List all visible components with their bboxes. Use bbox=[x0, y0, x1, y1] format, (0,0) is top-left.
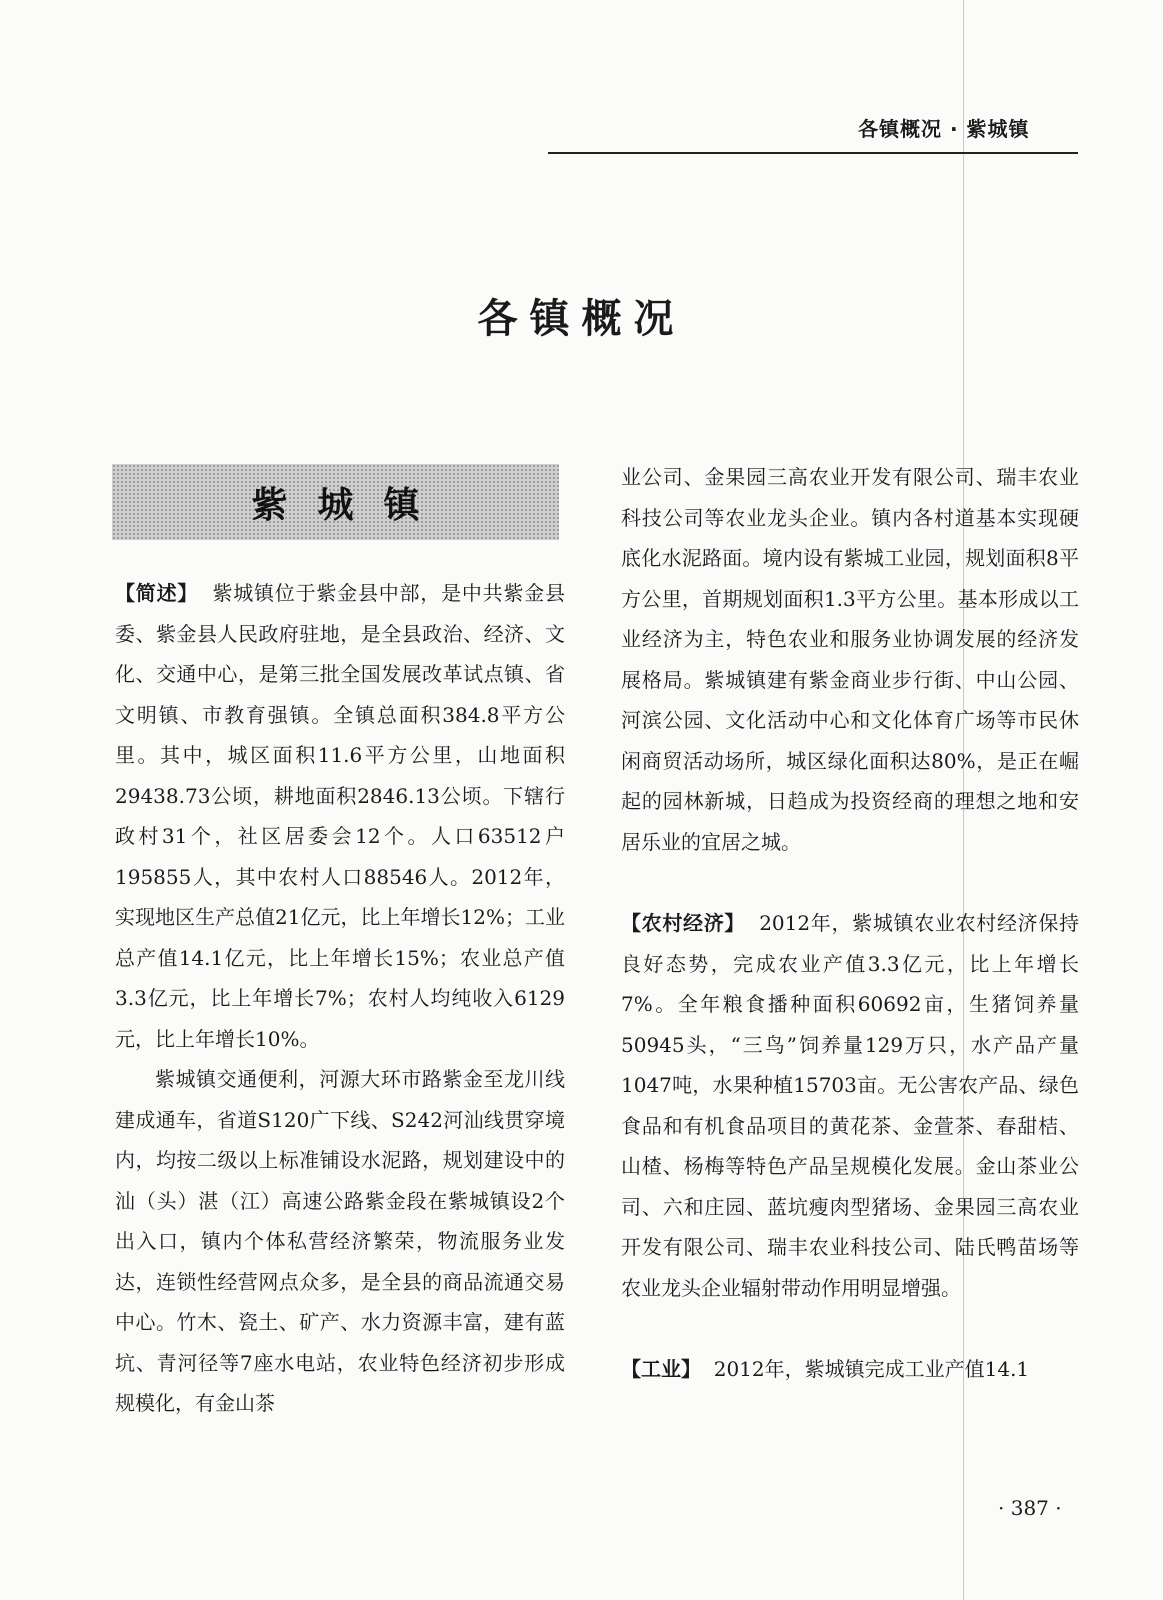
rural-economy-text: 2012年，紫城镇农业农村经济保持良好态势，完成农业产值3.3亿元，比上年增长7%。全年粮食播种面积60692亩，生猪饲养量50945头，“三鸟”饲养量129万只，水产品产量1047吨，水果种植15703亩。无公害农产品、绿色食品和有机食品项目的黄花茶、金萱茶、春甜桔、山楂、杨梅等特色产品呈规模化发展。金山茶业公司、六和庄园、蓝坑瘦肉型猪场、金果园三高农业开发有限公司、瑞丰农业科技公司、陆氏鸭苗场等农业龙头企业辐射带动作用明显增强。 bbox=[621, 911, 1080, 1300]
industry-label: 【工业】 bbox=[621, 1357, 701, 1381]
running-head: 各镇概况 · 紫城镇 bbox=[858, 117, 1030, 141]
rural-economy-label: 【农村经济】 bbox=[621, 911, 746, 935]
paragraph-continuation: 业公司、金果园三高农业开发有限公司、瑞丰农业科技公司等农业龙头企业。镇内各村道基本实现硬底化水泥路面。境内设有紫城工业园，规划面积8平方公里，首期规划面积1.3平方公里。基本形成以工业经济为主，特色农业和服务业协调发展的经济发展格局。紫城镇建有紫金商业步行街、中山公园、河滨公园、文化活动中心和文化体育广场等市民休闲商贸活动场所，城区绿化面积达80%，是正在崛起的园林新城，日趋成为投资经商的理想之地和安居乐业的宜居之城。 bbox=[621, 465, 1079, 854]
paragraph-industry bbox=[621, 1349, 1079, 1390]
left-column bbox=[115, 573, 565, 1424]
industry-text: 2012年，紫城镇完成工业产值14.1 bbox=[713, 1357, 1030, 1381]
spacer bbox=[621, 1308, 1079, 1349]
section-banner bbox=[112, 464, 559, 540]
page-number: · 387 · bbox=[998, 1496, 1062, 1520]
spacer bbox=[621, 862, 1079, 903]
overview-text: 紫城镇位于紫金县中部，是中共紫金县委、紫金县人民政府驻地，是全县政治、经济、文化、交通中心，是第三批全国发展改革试点镇、省文明镇、市教育强镇。全镇总面积384.8平方公里。其中，城区面积11.6平方公里，山地面积29438.73公顷，耕地面积2846.13公顷。下辖行政村31个，社区居委会12个。人口63512户195855人，其中农村人口88546人。2012年，实现地区生产总值21亿元，比上年增长12%；工业总产值14.1亿元，比上年增长15%；农业总产值3.3亿元，比上年增长7%；农村人均纯收入6129元，比上年增长10%。 bbox=[115, 581, 566, 1051]
overview-label: 【简述】 bbox=[115, 581, 199, 605]
paragraph-rural-economy bbox=[621, 903, 1079, 1308]
section-title: 紫城镇 bbox=[251, 484, 450, 526]
header-rule bbox=[548, 152, 1078, 154]
page-title: 各镇概况 bbox=[477, 296, 686, 342]
paragraph-transport: 紫城镇交通便利，河源大环市路紫金至龙川线建成通车，省道S120广下线、S242河汕线贯穿境内，均按二级以上标准铺设水泥路，规划建设中的汕（头）湛（江）高速公路紫金段在紫城镇设2个出入口，镇内个体私营经济繁荣，物流服务业发达，连锁性经营网点众多，是全县的商品流通交易中心。竹木、瓷土、矿产、水力资源丰富，建有蓝坑、青河径等7座水电站，农业特色经济初步形成规模化，有金山茶 bbox=[115, 1067, 565, 1415]
right-column bbox=[621, 457, 1079, 1390]
paragraph-overview bbox=[115, 573, 565, 1059]
